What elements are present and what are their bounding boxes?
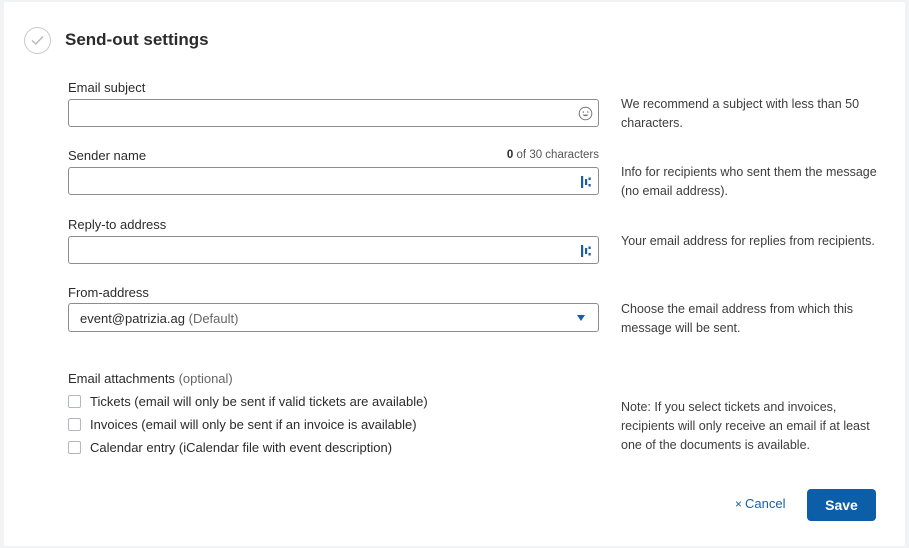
chevron-down-icon[interactable] (577, 315, 585, 321)
close-icon[interactable]: × (735, 496, 743, 511)
reply-to-label: Reply-to address (68, 217, 167, 232)
reply-to-input[interactable] (68, 236, 599, 264)
from-address-label: From-address (68, 285, 149, 300)
from-address-hint: Choose the email address from which this message will be sent. (621, 302, 854, 335)
attachments-title (68, 371, 233, 386)
attachment-invoices-option[interactable] (68, 417, 417, 432)
attachments-hint: Note: If you select tickets and invoices, recipients will only receive an email if at least one of the documents is available. (621, 400, 870, 452)
invoices-checkbox[interactable] (68, 418, 81, 431)
sender-name-input[interactable] (68, 167, 599, 195)
sender-name-label: Sender name (68, 148, 147, 163)
attachment-tickets-option[interactable] (68, 394, 428, 409)
step-check-icon (24, 27, 51, 54)
email-subject-input[interactable] (68, 99, 599, 127)
reply-to-hint: Your email address for replies from recipients. (621, 234, 875, 248)
invoices-label[interactable]: Invoices (email will only be sent if an invoice is available) (90, 417, 417, 432)
from-address-default-tag: (Default) (188, 311, 239, 326)
section-title: Send-out settings (65, 30, 209, 49)
email-subject-hint: We recommend a subject with less than 50 characters. (621, 97, 860, 130)
calendar-label[interactable]: Calendar entry (iCalendar file with event description) (90, 440, 393, 455)
tickets-checkbox[interactable] (68, 395, 81, 408)
email-subject-label: Email subject (68, 80, 146, 95)
calendar-checkbox[interactable] (68, 441, 81, 454)
from-address-value: event@patrizia.ag (80, 311, 185, 326)
attachments-optional-tag: (optional) (178, 371, 233, 386)
cancel-button[interactable] (735, 496, 785, 511)
save-button[interactable]: Save (807, 489, 876, 521)
cancel-label[interactable]: Cancel (745, 496, 786, 511)
placeholder-insert-icon[interactable] (578, 243, 593, 258)
placeholder-insert-icon[interactable] (578, 174, 593, 189)
sender-name-counter (507, 149, 599, 161)
tickets-label[interactable]: Tickets (email will only be sent if valid tickets are available) (90, 394, 428, 409)
counter-suffix: of 30 characters (516, 149, 599, 161)
attachments-title-label: Email attachments (68, 371, 175, 386)
attachment-calendar-option[interactable] (68, 440, 392, 455)
sender-name-hint: Info for recipients who sent them the message (no email address). (621, 165, 877, 198)
emoji-icon[interactable] (578, 106, 593, 121)
from-address-select[interactable] (68, 303, 599, 332)
counter-count: 0 (506, 149, 514, 161)
